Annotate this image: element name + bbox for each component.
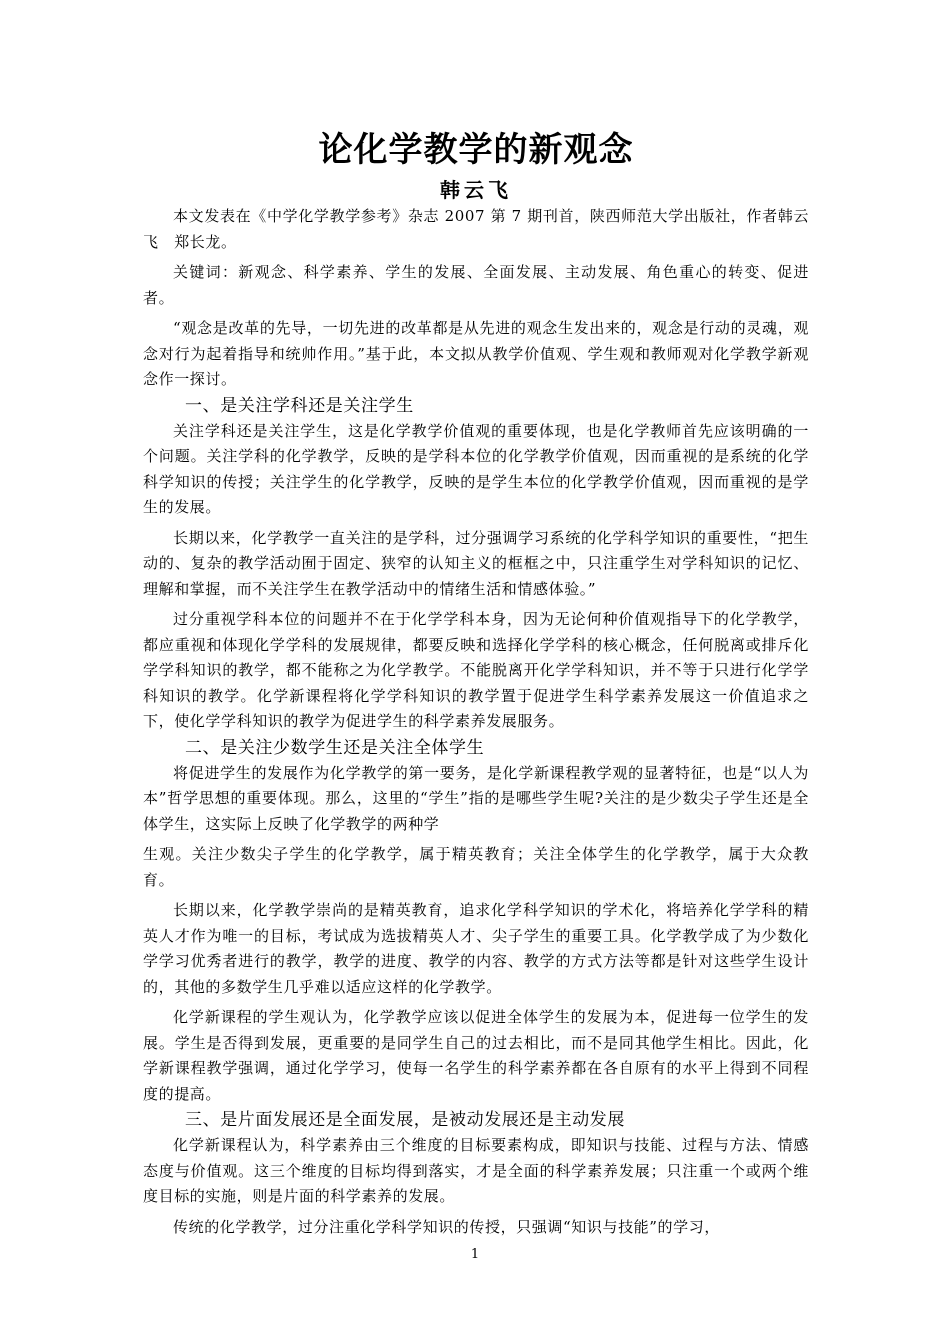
- section-1-paragraph: 过分重视学科本位的问题并不在于化学学科本身，因为无论何种价值观指导下的化学教学，都应重视和体现化学学科的发展规律，都要反映和选择化学学科的核心概念，任何脱离或排斥化学学科知识的教学，都不能称之为化学教学。不能脱离开化学学科知识，并不等于只进行化学学科知识的教学。化学新课程将化学学科知识的教学置于促进学生科学素养发展这一价值追求之下，使化学学科知识的教学为促进学生的科学素养发展服务。: [143, 610, 809, 730]
- section-heading-2: 二、是关注少数学生还是关注全体学生: [185, 737, 485, 758]
- publication-note: 本文发表在《中学化学教学参考》杂志 2007 第 7 期刊首，陕西师范大学出版社，作者韩云飞 郑长龙。: [143, 207, 809, 251]
- section-2-paragraph: 将促进学生的发展作为化学教学的第一要务，是化学新课程教学观的显著特征，也是“以人为本”哲学思想的重要体现。那么，这里的“学生”指的是哪些学生呢?关注的是少数尖子学生还是全体学生，这实际上反映了化学教学的两种学: [143, 763, 809, 833]
- section-3-paragraph: 化学新课程认为，科学素养由三个维度的目标要素构成，即知识与技能、过程与方法、情感态度与价值观。这三个维度的目标均得到落实，才是全面的科学素养发展；只注重一个或两个维度目标的实施，则是片面的科学素养的发展。: [143, 1136, 809, 1205]
- section-1-paragraph: 长期以来，化学教学一直关注的是学科，过分强调学习系统的化学科学知识的重要性，“把生动的、复杂的教学活动囿于固定、狭窄的认知主义的框框之中，只注重学生对学科知识的记忆、理解和掌握，而不关注学生在教学活动中的情绪生活和情感体验。”: [143, 528, 809, 598]
- opening-quote-paragraph: “观念是改革的先导，一切先进的改革都是从先进的观念生发出来的，观念是行动的灵魂，观念对行为起着指导和统帅作用。”基于此，本文拟从教学价值观、学生观和教师观对化学教学新观念作一探讨。: [143, 319, 809, 388]
- section-2-paragraph: 长期以来，化学教学崇尚的是精英教育，追求化学科学知识的学术化，将培养化学学科的精英人才作为唯一的目标，考试成为选拔精英人才、尖子学生的重要工具。化学教学成了为少数化学学习优秀者进行的教学，教学的进度、教学的内容、教学的方式方法等都是针对这些学生设计的，其他的多数学生几乎难以适应这样的化学教学。: [143, 901, 809, 996]
- section-2-paragraph: 化学新课程的学生观认为，化学教学应该以促进全体学生的发展为本，促进每一位学生的发展。学生是否得到发展，更重要的是同学生自己的过去相比，而不是同其他学生相比。因此，化学新课程教学强调，通过化学学习，使每一名学生的科学素养都在各自原有的水平上得到不同程度的提高。: [143, 1008, 809, 1103]
- section-1-paragraph: 关注学科还是关注学生，这是化学教学价值观的重要体现，也是化学教师首先应该明确的一个问题。关注学科的化学教学，反映的是学科本位的化学教学价值观，因而重视的是系统的化学科学知识的传授；关注学生的化学教学，反映的是学生本位的化学教学价值观，因而重视的是学生的发展。: [143, 421, 809, 516]
- author-name: 韩云飞: [440, 178, 512, 202]
- document-title: 论化学教学的新观念: [318, 130, 634, 170]
- section-heading-1: 一、是关注学科还是关注学生: [185, 395, 414, 416]
- section-heading-3: 三、是片面发展还是全面发展，是被动发展还是主动发展: [185, 1110, 625, 1130]
- section-2-paragraph-continued: 生观。关注少数尖子学生的化学教学，属于精英教育；关注全体学生的化学教学，属于大众教育。: [143, 845, 809, 889]
- section-3-paragraph: 传统的化学教学，过分注重化学科学知识的传授，只强调“知识与技能”的学习，: [173, 1217, 720, 1236]
- keywords-paragraph: 关键词：新观念、科学素养、学生的发展、全面发展、主动发展、角色重心的转变、促进者。: [143, 263, 809, 307]
- page-number: 1: [470, 1247, 480, 1262]
- document-body: [143, 124, 809, 1240]
